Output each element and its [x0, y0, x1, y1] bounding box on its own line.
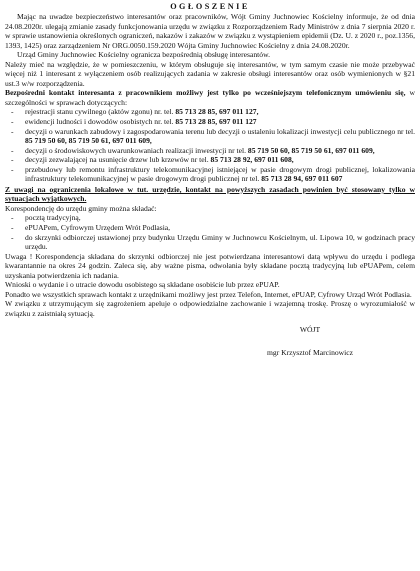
signature-block: [205, 325, 415, 358]
direct-contact-bold: Bezpośredni kontakt interesanta z pracownikiem możliwy jest tylko po wcześniejszym telefonicznym umówieniu się,: [5, 88, 406, 98]
item-phone: 85 719 50 60, 85 719 50 61, 697 011 609,: [25, 136, 152, 146]
list-item: [5, 107, 415, 117]
other-matters-paragraph: Ponadto we wszystkich sprawach kontakt z urzędnikami możliwy jest przez Telefon, Internet, ePUAP, Cyfrowy Urząd Wrót Podlasia.: [5, 289, 412, 299]
item-phone: 85 713 28 85, 697 011 127: [175, 117, 257, 127]
item-text: ewidencji ludności i dowodów osobistych nr. tel.: [25, 117, 176, 127]
direct-contact-paragraph: [5, 88, 415, 107]
list-item: [5, 146, 415, 156]
contact-list: [5, 107, 415, 183]
list-item: - ePUAPem, Cyfrowym Urzędem Wrót Podlasia,: [5, 223, 415, 233]
intro-paragraph: Mając na uwadze bezpieczeństwo interesantów oraz pracowników, Wójt Gminy Juchnowiec Kościelny informuje, że od dnia 24.08.2020r. ulegają zmianie zasady funkcjonowania urzędu w związku z Rozporządzeniem Rady Ministrów z dnia 7 sierpnia 2020 r. w sprawie ustanowienia określonych ograniczeń, nakazów i zakazów w związku z wystąpieniem epidemii (Dz. U. z 2020 r., poz.1356, 1393, 1425) oraz zarządzeniem Nr ORG.0050.159.2020 Wójta Gminy Juchnowiec Kościelny z dnia 24.08.2020r.: [5, 12, 415, 50]
announcement: [5, 2, 415, 358]
correspondence-list: [5, 213, 415, 251]
warning-paragraph: Z uwagi na ograniczenia lokalowe w tut. urzędzie, kontakt na powyższych zasadach powinien być stosowany tylko w sytuacjach wyjątkowych.: [5, 184, 415, 204]
list-item: [5, 117, 415, 127]
item-text: decyzji o warunkach zabudowy i zagospodarowania terenu lub decyzji o ustaleniu lokalizacji inwestycji celu publicznego nr tel.: [25, 126, 415, 136]
list-item: - do skrzynki odbiorczej ustawionej przy budynku Urzędu Gminy w Juchnowcu Kościelnym, ul. Lipowa 10, w godzinach pracy urzędu.: [5, 233, 415, 252]
list-item: - pocztą tradycyjną,: [5, 213, 415, 223]
note-paragraph: Uwaga ! Korespondencja składana do skrzynki odbiorczej nie jest potwierdzana interesantowi datą wpływu do urzędu i podlega kwarantannie na okres 24 godzin. Zaleca się, aby ważne pisma, odwołania były składane pocztą tradycyjną lub ePUAPem, celem uzyskania potwierdzenia ich nadania.: [5, 251, 415, 280]
restriction-paragraph: Urząd Gminy Juchnowiec Kościelny ogranicza bezpośrednią obsługę interesantów.: [17, 50, 270, 60]
list-item: [5, 127, 415, 146]
item-text: decyzji o środowiskowych uwarunkowaniach realizacji inwestycji nr tel.: [25, 145, 248, 155]
list-item: [5, 165, 415, 184]
item-text: przebudowy lub remontu infrastruktury telekomunikacyjnej istniejącej w pasie drogowym drogi publicznej, lokalizowania infrastruktury telekomunikacyjnej w pasie drogowym drogi publicznej nr tel.: [25, 164, 415, 184]
id-cards-paragraph: Wnioski o wydanie i o utracie dowodu osobistego są składane osobiście lub przez ePUAP.: [5, 280, 280, 290]
list-item: [5, 155, 415, 165]
item-phone: 85 713 28 92, 697 011 608,: [210, 155, 294, 165]
item-text: decyzji zezwalającej na usunięcie drzew lub krzewów nr tel.: [25, 155, 211, 165]
signature-title: WÓJT: [299, 324, 321, 334]
appeal-paragraph: W związku z utrzymującym się zagrożeniem apeluje o odpowiedzialne zachowanie i wzajemną troskę. Proszę o wyrozumiałość w związku z zaistniałą sytuacją.: [5, 299, 415, 318]
item-phone: 85 719 50 60, 85 719 50 61, 697 011 609,: [247, 145, 375, 155]
item-text: rejestracji stanu cywilnego (aktów zgonu) nr. tel.: [25, 107, 176, 117]
correspondence-intro: Korespondencję do urzędu gminy można składać:: [5, 203, 157, 213]
item-phone: 85 713 28 85, 697 011 127,: [175, 107, 259, 117]
announcement-title: OGŁOSZENIE: [170, 2, 250, 11]
one-person-paragraph: Należy mieć na względzie, że w pomieszczeniu, w którym obsługuje się interesantów, w tym samym czasie nie może przebywać więcej niż 1 interesant z wyłączeniem osób realizujących zadania w zakresie obsługi interesantów oraz osób wymienionych w §21 ust.3 w/w rozporządzenia.: [5, 59, 415, 88]
item-phone: 85 713 28 94, 697 011 607: [261, 174, 343, 184]
direct-contact-rest: w szczególności w sprawach dotyczących:: [5, 88, 415, 107]
signature-name: mgr Krzysztof Marcinowicz: [266, 348, 354, 358]
